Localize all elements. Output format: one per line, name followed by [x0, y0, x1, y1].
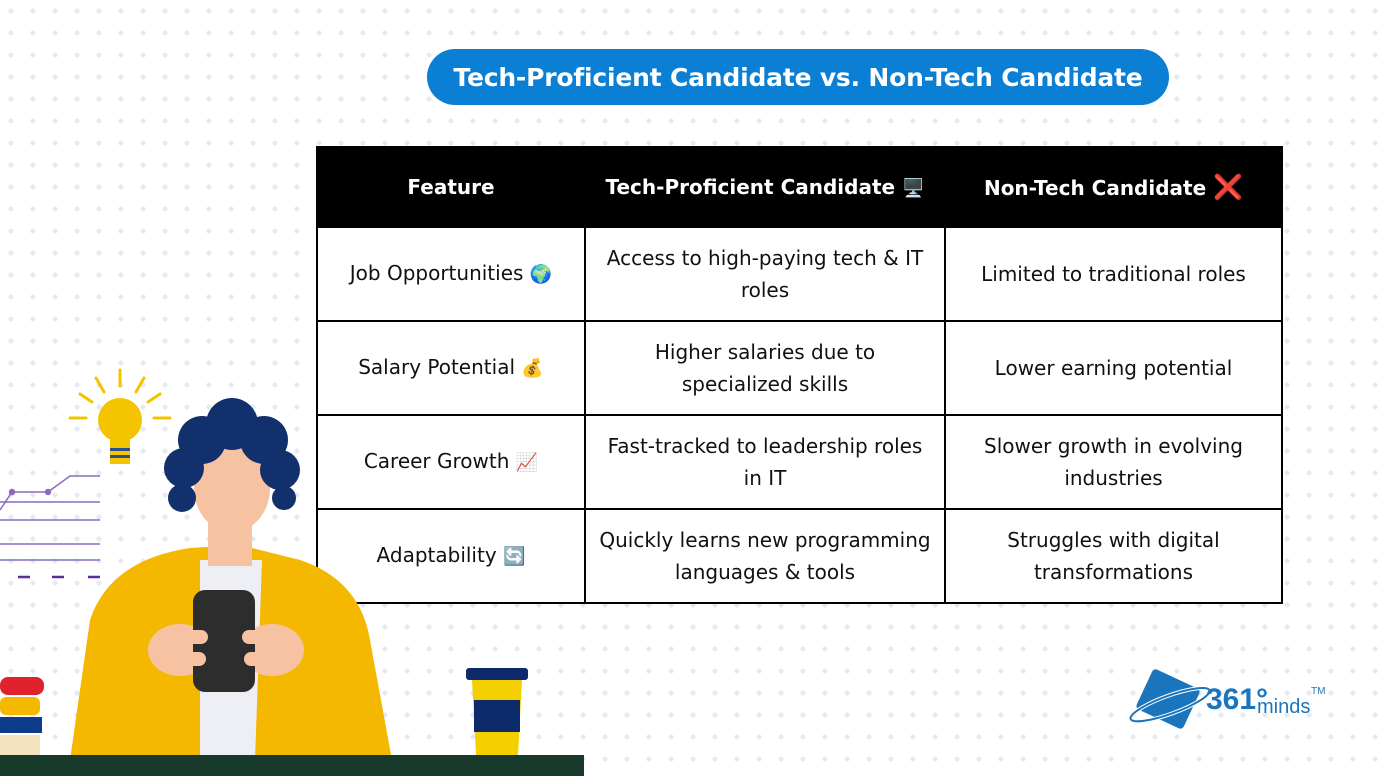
header-tech	[585, 147, 945, 227]
desk	[0, 755, 584, 776]
computer-icon: 🖥️	[902, 178, 925, 199]
tech-cell: Higher salaries due to specialized skills	[585, 321, 945, 415]
feature-label: Salary Potential	[358, 355, 515, 379]
refresh-icon: 🔄	[503, 546, 526, 567]
nontech-cell: Lower earning potential	[945, 321, 1282, 415]
globe-icon: 🌍	[529, 264, 553, 285]
header-tech-label: Tech-Proficient Candidate	[605, 175, 896, 199]
money-bag-icon: 💰	[521, 358, 544, 379]
feature-cell	[317, 227, 585, 321]
tech-cell: Access to high-paying tech & IT roles	[585, 227, 945, 321]
nontech-cell: Struggles with digital transformations	[945, 509, 1282, 603]
cross-icon: ❌	[1213, 173, 1244, 201]
feature-label: Career Growth	[363, 449, 510, 473]
nontech-cell: Slower growth in evolving industries	[945, 415, 1282, 509]
table-row	[317, 227, 1282, 321]
header-nontech	[945, 147, 1282, 227]
person-illustration	[0, 360, 600, 776]
logo-trademark: TM	[1311, 686, 1326, 697]
tech-cell: Quickly learns new programming languages & tools	[585, 509, 945, 603]
line-graph-decoration	[0, 476, 100, 577]
table-header-row	[317, 147, 1282, 227]
feature-label: Adaptability	[376, 543, 497, 567]
header-feature	[317, 147, 585, 227]
feature-label: Job Opportunities	[349, 261, 524, 285]
header-nontech-label: Non-Tech Candidate	[983, 176, 1207, 200]
logo-number: 361°	[1206, 683, 1269, 716]
page-title: Tech-Proficient Candidate vs. Non-Tech Candidate	[427, 49, 1169, 105]
logo-word: minds	[1257, 696, 1311, 718]
lightbulb-icon	[70, 370, 170, 464]
chart-increasing-icon: 📈	[515, 452, 539, 473]
books-icon	[0, 677, 44, 755]
header-feature-label: Feature	[407, 175, 495, 199]
nontech-cell: Limited to traditional roles	[945, 227, 1282, 321]
coffee-cup-icon	[466, 668, 528, 755]
tech-cell: Fast-tracked to leadership roles in IT	[585, 415, 945, 509]
